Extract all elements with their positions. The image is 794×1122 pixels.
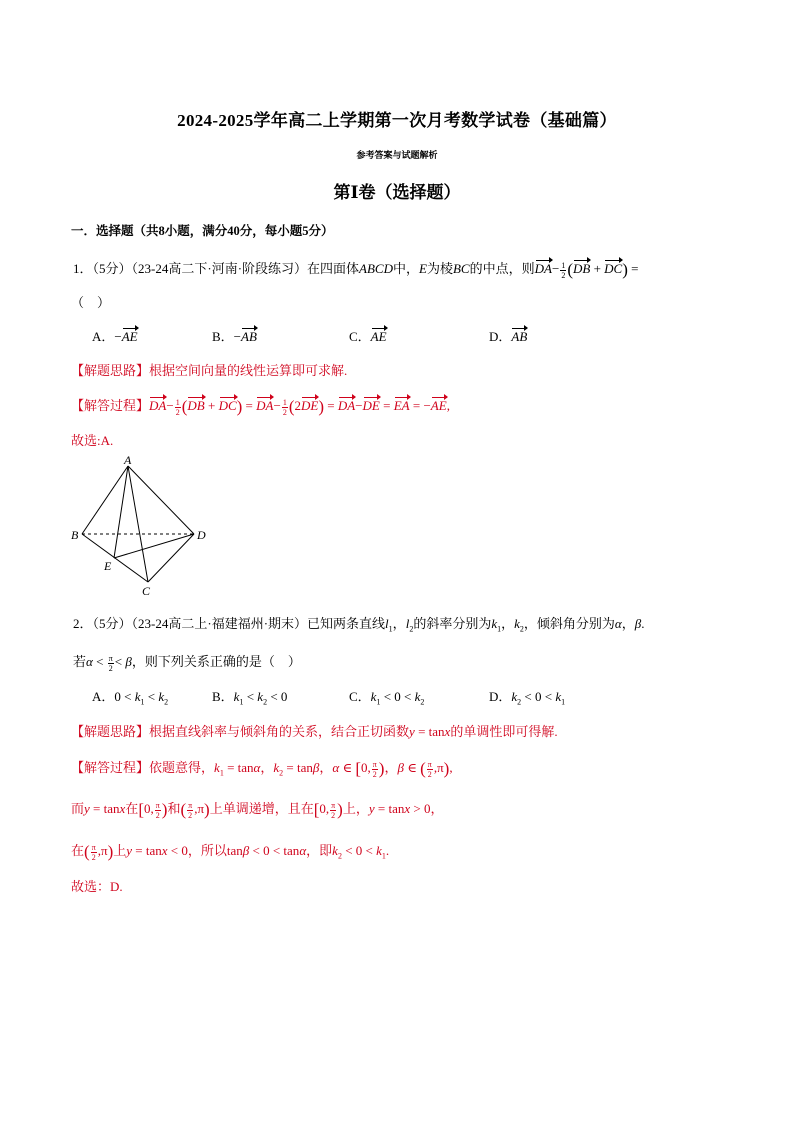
q2-option-a: A．$0 < k_1 < k_2$ (92, 689, 169, 707)
q2-solution-line2: 而y = tanx在[0, $\frac{\pi}{2}$ )和( $\frac{\pi}{2}$ ,π)上单调递增，且在[0, $\frac{\pi}{2}$ )上，y = tanx > 0， (71, 800, 444, 820)
page-title: 2024-2025学年高二上学期第一次月考数学试卷（基础篇） (177, 111, 617, 130)
q1-option-d: D．AB (489, 329, 528, 344)
q2-solution-idea: 【解题思路】根据直线斜率与倾斜角的关系，结合正切函数y = tanx的单调性即可得解. (71, 724, 558, 739)
q1-source: （23-24高二下·河南·阶段练习） (131, 261, 308, 276)
q2-answer: 故选：D. (71, 879, 123, 894)
q1-score: （5分） (92, 261, 132, 276)
q1-edge-bc: BC (452, 261, 470, 276)
q1-point-e: E (419, 261, 427, 276)
q1-stem (73, 258, 639, 280)
q1-stem-text: 的中点，则 (469, 261, 535, 276)
q2-source: （23-24高二上·福建福州·期末） (131, 616, 308, 631)
q1-solution-idea: 【解题思路】根据空间向量的线性运算即可求解. (71, 363, 348, 378)
q1-option-b: B．−AB (212, 329, 257, 344)
page-subtitle: 参考答案与试题解析 (356, 150, 438, 160)
q1-solution-process: 【解答过程】DA− $\frac{1}{2}$ (DB + DC) = DA− $\frac{1}{2}$ (2DE) = DA−DE = EA = −AE, (71, 397, 450, 417)
q1-paren: （ ） (71, 295, 111, 310)
q2-number: 2． (73, 616, 93, 631)
q1-option-a: A．−AE (92, 329, 138, 344)
q1-answer: 故选:A. (71, 433, 114, 448)
edge-ab (82, 466, 128, 534)
q2-option-d: D．$k_2 < 0 < k_1$ (489, 689, 566, 707)
vertex-label-e: E (104, 559, 112, 573)
q1-option-c: C．AE (349, 329, 387, 344)
q1-expression: DA− $\frac{1}{2}$ (DB + DC) = (534, 260, 639, 280)
q1-stem-text: 中， (393, 261, 420, 276)
vertex-label-b: B (71, 528, 79, 542)
vertex-label-a: A (124, 453, 132, 467)
q1-stem-text: 在四面体 (307, 261, 360, 276)
q2-option-b: B．$k_1 < k_2 < 0$ (212, 689, 288, 707)
q1-number: 1． (73, 261, 93, 276)
q2-score: （5分） (92, 616, 132, 631)
q2-option-c: C．$k_1 < 0 < k_2$ (349, 689, 425, 707)
vertex-label-d: D (197, 528, 206, 542)
tetrahedron-figure (66, 452, 216, 602)
vertex-label-c: C (142, 584, 151, 598)
q2-stem: 2．（5分）（23-24高二上·福建福州·期末）已知两条直线$l_1$，$l_2$的斜率分别为$k_1$，$k_2$，倾斜角分别为α，β. (73, 616, 645, 634)
q2-condition: 若α < $\frac{\pi}{2}$ < β，则下列关系正确的是（ ） (73, 653, 301, 673)
q1-tetra-name: ABCD (359, 261, 393, 276)
segment-ae (114, 466, 128, 558)
q2-solution-line3: 在( $\frac{\pi}{2}$ ,π)上y = tanx < 0，所以tanβ < 0 < tanα，即$k_2 < 0 < k_1$. (71, 842, 390, 862)
q2-solution-process: 【解答过程】依题意得，$k_1 = \tan\alpha$，$k_2 = \tan\beta$，α ∈ [0, $\frac{\pi}{2}$ )，β ∈ ( $\frac{\pi}{2}$ ,π), (71, 759, 453, 779)
volume-heading: 第Ⅰ卷（选择题） (333, 183, 461, 202)
section-heading: 一．选择题（共8小题，满分40分，每小题5分） (71, 224, 334, 238)
q1-stem-text: 为棱 (426, 261, 453, 276)
